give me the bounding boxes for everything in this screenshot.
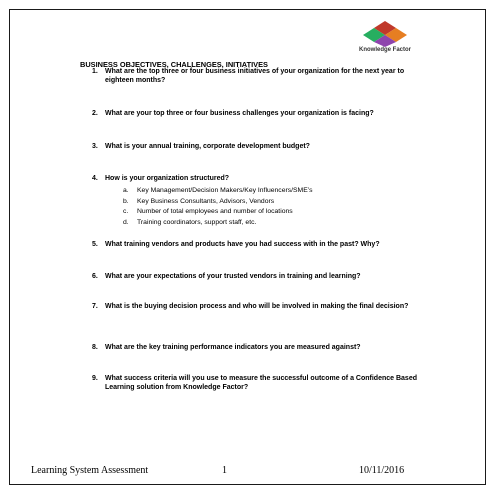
- logo-wordmark: Knowledge Factor: [358, 47, 411, 53]
- list-item: [123, 197, 313, 208]
- question-item: [92, 272, 432, 281]
- question-number: 9.: [92, 375, 98, 382]
- question-number: 2.: [92, 110, 98, 117]
- list-item-text: Key Management/Decision Makers/Key Influencers/SME’s: [137, 187, 313, 194]
- question-text: What is the buying decision process and who will be involved in making the final decision?: [105, 303, 409, 310]
- list-item-letter: c.: [123, 208, 129, 216]
- list-item: [123, 186, 313, 197]
- list-item-letter: d.: [123, 218, 129, 226]
- question-number: 3.: [92, 143, 98, 150]
- list-item-letter: b.: [123, 197, 129, 205]
- question-text: How is your organization structured?: [105, 175, 230, 182]
- question-item: [92, 109, 432, 118]
- question-number: 5.: [92, 241, 98, 248]
- question-item: [92, 302, 432, 311]
- structure-options-list: [123, 186, 313, 228]
- question-text: What success criteria will you use to measure the successful outcome of a Confidence Based Learning solution from Knowledge Factor?: [105, 375, 417, 391]
- question-item: [92, 343, 432, 352]
- document-page: [9, 9, 486, 485]
- section-heading: BUSINESS OBJECTIVES, CHALLENGES, INITIATIVES: [80, 60, 268, 69]
- list-item: [123, 207, 313, 218]
- question-item: [92, 142, 432, 151]
- question-number: 1.: [92, 68, 98, 75]
- footer-title: Learning System Assessment: [31, 465, 149, 476]
- question-number: 4.: [92, 175, 98, 182]
- question-text: What is your annual training, corporate development budget?: [105, 143, 310, 150]
- question-item: [92, 374, 432, 392]
- question-item: [92, 240, 432, 249]
- question-number: 7.: [92, 303, 98, 310]
- list-item-text: Number of total employees and number of locations: [137, 208, 293, 216]
- question-item: [92, 67, 432, 85]
- logo-mark-icon: [362, 21, 408, 47]
- list-item: [123, 218, 313, 229]
- question-number: 8.: [92, 344, 98, 351]
- footer-page-number: 1: [222, 465, 227, 476]
- question-text: What training vendors and products have you had success with in the past? Why?: [105, 241, 380, 248]
- question-text: What are your expectations of your trusted vendors in training and learning?: [105, 273, 361, 280]
- question-text: What are your top three or four business challenges your organization is facing?: [105, 110, 374, 117]
- question-text: What are the key training performance indicators you are measured against?: [105, 344, 361, 351]
- list-item-text: Training coordinators, support staff, etc.: [137, 218, 257, 226]
- footer-date: 10/11/2016: [359, 465, 405, 476]
- question-number: 6.: [92, 273, 98, 280]
- list-item-text: Key Business Consultants, Advisors, Vendors: [137, 197, 275, 205]
- knowledge-factor-logo: [348, 21, 422, 55]
- question-text: What are the top three or four business initiatives of your organization for the next year to eighteen months?: [105, 68, 405, 84]
- question-item: [92, 174, 432, 183]
- list-item-letter: a.: [123, 187, 129, 194]
